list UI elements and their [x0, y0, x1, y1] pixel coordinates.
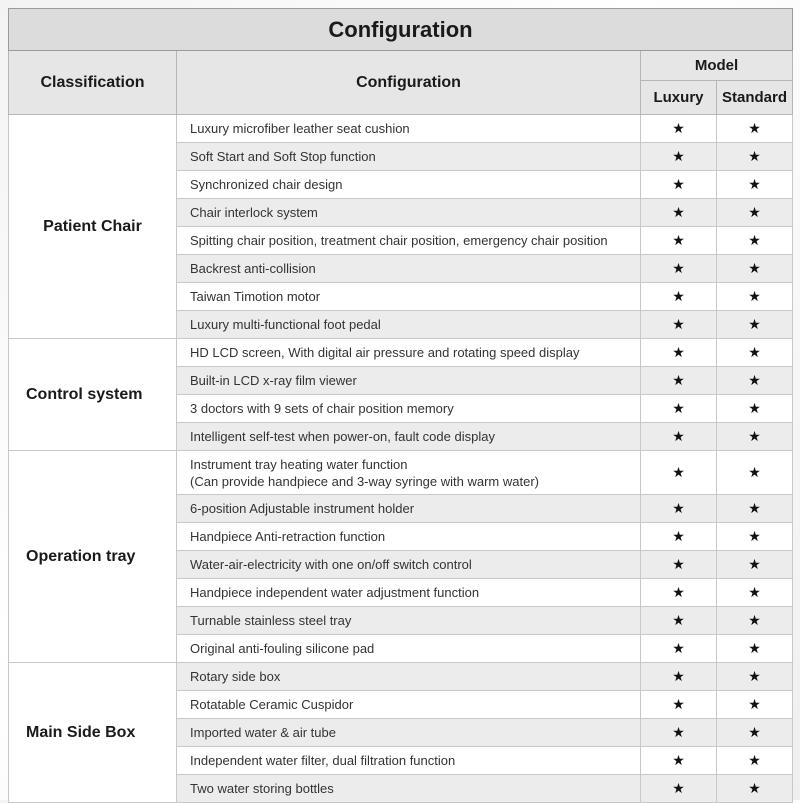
luxury-star-icon: ★ — [641, 495, 717, 523]
classification-cell: Main Side Box — [9, 663, 177, 803]
standard-star-icon: ★ — [717, 423, 793, 451]
luxury-star-icon: ★ — [641, 115, 717, 143]
standard-star-icon: ★ — [717, 311, 793, 339]
standard-star-icon: ★ — [717, 663, 793, 691]
feature-cell — [177, 255, 641, 283]
feature-cell — [177, 451, 641, 495]
standard-star-icon: ★ — [717, 143, 793, 171]
standard-star-icon: ★ — [717, 451, 793, 495]
luxury-star-icon: ★ — [641, 579, 717, 607]
feature-text: Water-air-electricity with one on/off switch control — [190, 557, 472, 572]
feature-cell — [177, 551, 641, 579]
header-classification: Classification — [9, 51, 177, 115]
luxury-star-icon: ★ — [641, 523, 717, 551]
feature-cell — [177, 691, 641, 719]
luxury-star-icon: ★ — [641, 635, 717, 663]
feature-cell — [177, 283, 641, 311]
configuration-table — [8, 8, 793, 803]
luxury-star-icon: ★ — [641, 283, 717, 311]
feature-cell — [177, 367, 641, 395]
table-row — [9, 663, 793, 691]
feature-text: Handpiece independent water adjustment function — [190, 585, 480, 600]
header-configuration: Configuration — [177, 51, 641, 115]
feature-text: Taiwan Timotion motor — [190, 289, 321, 304]
feature-text: Rotatable Ceramic Cuspidor — [190, 697, 354, 712]
standard-star-icon: ★ — [717, 635, 793, 663]
feature-text: Spitting chair position, treatment chair position, emergency chair position — [190, 233, 608, 248]
luxury-star-icon: ★ — [641, 339, 717, 367]
luxury-star-icon: ★ — [641, 719, 717, 747]
luxury-star-icon: ★ — [641, 255, 717, 283]
table-body — [9, 115, 793, 803]
standard-star-icon: ★ — [717, 283, 793, 311]
standard-star-icon: ★ — [717, 395, 793, 423]
standard-star-icon: ★ — [717, 607, 793, 635]
feature-cell — [177, 663, 641, 691]
luxury-star-icon: ★ — [641, 311, 717, 339]
table-row — [9, 339, 793, 367]
table-title: Configuration — [9, 9, 793, 51]
header-standard: Standard — [717, 81, 793, 115]
luxury-star-icon: ★ — [641, 199, 717, 227]
feature-text: Handpiece Anti-retraction function — [190, 529, 386, 544]
feature-text: Chair interlock system — [190, 205, 318, 220]
feature-cell — [177, 339, 641, 367]
luxury-star-icon: ★ — [641, 691, 717, 719]
standard-star-icon: ★ — [717, 551, 793, 579]
feature-text: Two water storing bottles — [190, 781, 334, 796]
standard-star-icon: ★ — [717, 691, 793, 719]
classification-cell: Patient Chair — [9, 115, 177, 339]
luxury-star-icon: ★ — [641, 747, 717, 775]
feature-cell — [177, 607, 641, 635]
table-row — [9, 115, 793, 143]
feature-cell — [177, 199, 641, 227]
feature-text-secondary: (Can provide handpiece and 3-way syringe with warm water) — [190, 473, 539, 489]
feature-cell — [177, 171, 641, 199]
header-model: Model — [641, 51, 793, 81]
feature-cell — [177, 495, 641, 523]
feature-text: Luxury multi-functional foot pedal — [190, 317, 381, 332]
luxury-star-icon: ★ — [641, 367, 717, 395]
standard-star-icon: ★ — [717, 171, 793, 199]
feature-text: 6-position Adjustable instrument holder — [190, 501, 415, 516]
feature-cell — [177, 423, 641, 451]
luxury-star-icon: ★ — [641, 551, 717, 579]
luxury-star-icon: ★ — [641, 143, 717, 171]
feature-cell — [177, 523, 641, 551]
feature-cell — [177, 115, 641, 143]
feature-text: Turnable stainless steel tray — [190, 613, 352, 628]
table-row — [9, 451, 793, 495]
standard-star-icon: ★ — [717, 747, 793, 775]
luxury-star-icon: ★ — [641, 663, 717, 691]
feature-text: 3 doctors with 9 sets of chair position memory — [190, 401, 454, 416]
feature-text: Original anti-fouling silicone pad — [190, 641, 375, 656]
feature-cell — [177, 719, 641, 747]
feature-text: Built-in LCD x-ray film viewer — [190, 373, 357, 388]
standard-star-icon: ★ — [717, 339, 793, 367]
standard-star-icon: ★ — [717, 775, 793, 803]
standard-star-icon: ★ — [717, 719, 793, 747]
feature-text: Rotary side box — [190, 669, 281, 684]
luxury-star-icon: ★ — [641, 451, 717, 495]
classification-cell: Operation tray — [9, 451, 177, 663]
standard-star-icon: ★ — [717, 115, 793, 143]
feature-text: Backrest anti-collision — [190, 261, 316, 276]
feature-cell — [177, 227, 641, 255]
standard-star-icon: ★ — [717, 495, 793, 523]
header-luxury: Luxury — [641, 81, 717, 115]
feature-cell — [177, 635, 641, 663]
feature-text: Luxury microfiber leather seat cushion — [190, 121, 410, 136]
feature-cell — [177, 311, 641, 339]
standard-star-icon: ★ — [717, 227, 793, 255]
feature-text: Intelligent self-test when power-on, fault code display — [190, 429, 495, 444]
feature-cell — [177, 395, 641, 423]
feature-cell — [177, 579, 641, 607]
feature-text: Instrument tray heating water function — [190, 456, 408, 472]
feature-text: Soft Start and Soft Stop function — [190, 149, 376, 164]
luxury-star-icon: ★ — [641, 395, 717, 423]
luxury-star-icon: ★ — [641, 423, 717, 451]
standard-star-icon: ★ — [717, 523, 793, 551]
feature-text: Imported water & air tube — [190, 725, 336, 740]
classification-cell: Control system — [9, 339, 177, 451]
feature-text: Independent water filter, dual filtration function — [190, 753, 456, 768]
standard-star-icon: ★ — [717, 199, 793, 227]
standard-star-icon: ★ — [717, 579, 793, 607]
feature-cell — [177, 747, 641, 775]
feature-text: HD LCD screen, With digital air pressure and rotating speed display — [190, 345, 580, 360]
luxury-star-icon: ★ — [641, 171, 717, 199]
luxury-star-icon: ★ — [641, 775, 717, 803]
standard-star-icon: ★ — [717, 367, 793, 395]
standard-star-icon: ★ — [717, 255, 793, 283]
feature-cell — [177, 143, 641, 171]
luxury-star-icon: ★ — [641, 227, 717, 255]
feature-text: Synchronized chair design — [190, 177, 343, 192]
luxury-star-icon: ★ — [641, 607, 717, 635]
feature-cell — [177, 775, 641, 803]
